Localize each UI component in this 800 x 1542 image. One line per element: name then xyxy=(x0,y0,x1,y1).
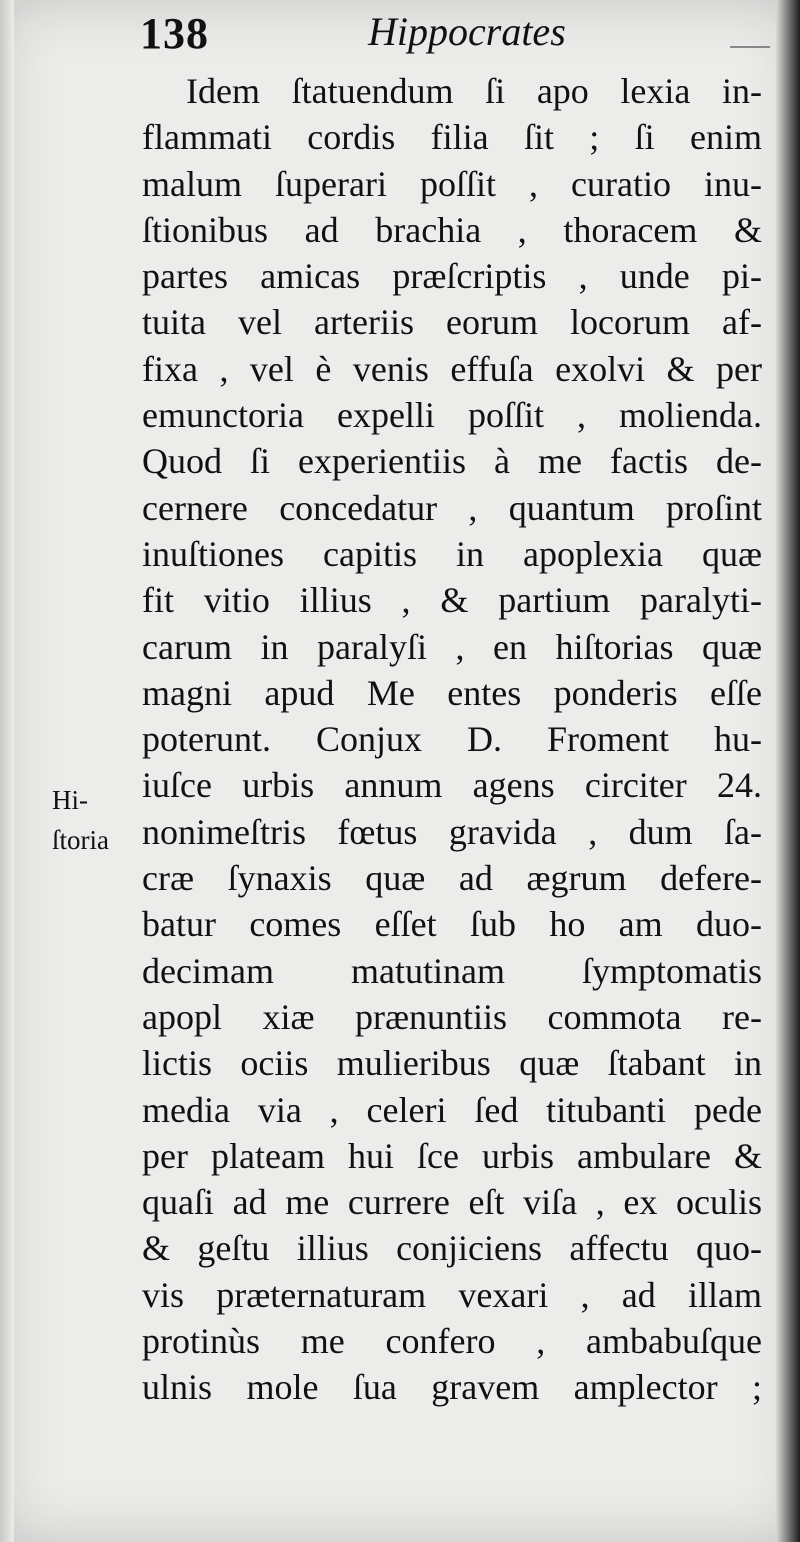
margin-note-line: Hi- xyxy=(52,785,88,815)
text-line: inuſtiones capitis in apoplexia quæ xyxy=(142,533,762,574)
text-line: cræ ſynaxis quæ ad ægrum defere- xyxy=(142,858,762,899)
text-line: ſtionibus ad brachia , thoracem & xyxy=(142,209,762,250)
page-header xyxy=(140,8,760,68)
text-line: iuſce urbis annum agens circiter 24. xyxy=(142,765,762,806)
margin-note xyxy=(52,780,138,860)
text-line: batur comes eſſet ſub ho am duo- xyxy=(142,904,762,945)
text-line: cernere concedatur , quantum proſint xyxy=(142,487,762,528)
text-line: per plateam hui ſce urbis ambulare & xyxy=(142,1135,762,1176)
text-line: emunctoria expelli poſſit , molienda. xyxy=(142,395,762,436)
text-line: carum in paralyſi , en hiſtorias quæ xyxy=(142,626,762,667)
text-line: protinùs me confero , ambabuſque xyxy=(142,1321,762,1362)
text-line: tuita vel arteriis eorum locorum af- xyxy=(142,302,762,343)
page-edge-shadow xyxy=(776,0,800,1542)
text-line: ulnis mole ſua gravem amplector ; xyxy=(142,1367,762,1408)
text-line: quaſi ad me currere eſt viſa , ex oculis xyxy=(142,1182,762,1223)
text-line: nonimeſtris fœtus gravida , dum ſa- xyxy=(142,811,762,852)
text-line: flammati cordis filia ſit ; ſi enim xyxy=(142,117,762,158)
text-line: vis præternaturam vexari , ad illam xyxy=(142,1274,762,1315)
running-title: Hippocrates xyxy=(368,9,566,54)
margin-note-line: ſtoria xyxy=(52,825,109,855)
text-line: fit vitio illius , & partium paralyti- xyxy=(142,580,762,621)
text-line: apopl xiæ prænuntiis commota re- xyxy=(142,996,762,1037)
page-gutter-shadow xyxy=(0,0,14,1542)
text-line: lictis ociis mulieribus quæ ſtabant in xyxy=(142,1043,762,1084)
text-line: Quod ſi experientiis à me factis de- xyxy=(142,441,762,482)
header-rule xyxy=(730,46,770,48)
text-line: media via , celeri ſed titubanti pede xyxy=(142,1089,762,1130)
body-text xyxy=(142,68,762,1411)
text-line: malum ſuperari poſſit , curatio inu- xyxy=(142,163,762,204)
page-number: 138 xyxy=(140,9,209,58)
text-line: decimam matutinam ſymptomatis xyxy=(142,950,762,991)
text-line: Idem ſtatuendum ſi apo lexia in- xyxy=(186,71,762,111)
text-line: magni apud Me entes ponderis eſſe xyxy=(142,672,762,713)
text-line: fixa , vel è venis effuſa exolvi & per xyxy=(142,348,762,389)
text-line: & geſtu illius conjiciens affectu quo- xyxy=(142,1228,762,1269)
text-line: partes amicas præſcriptis , unde pi- xyxy=(142,256,762,297)
text-line: poterunt. Conjux D. Froment hu- xyxy=(142,719,762,760)
